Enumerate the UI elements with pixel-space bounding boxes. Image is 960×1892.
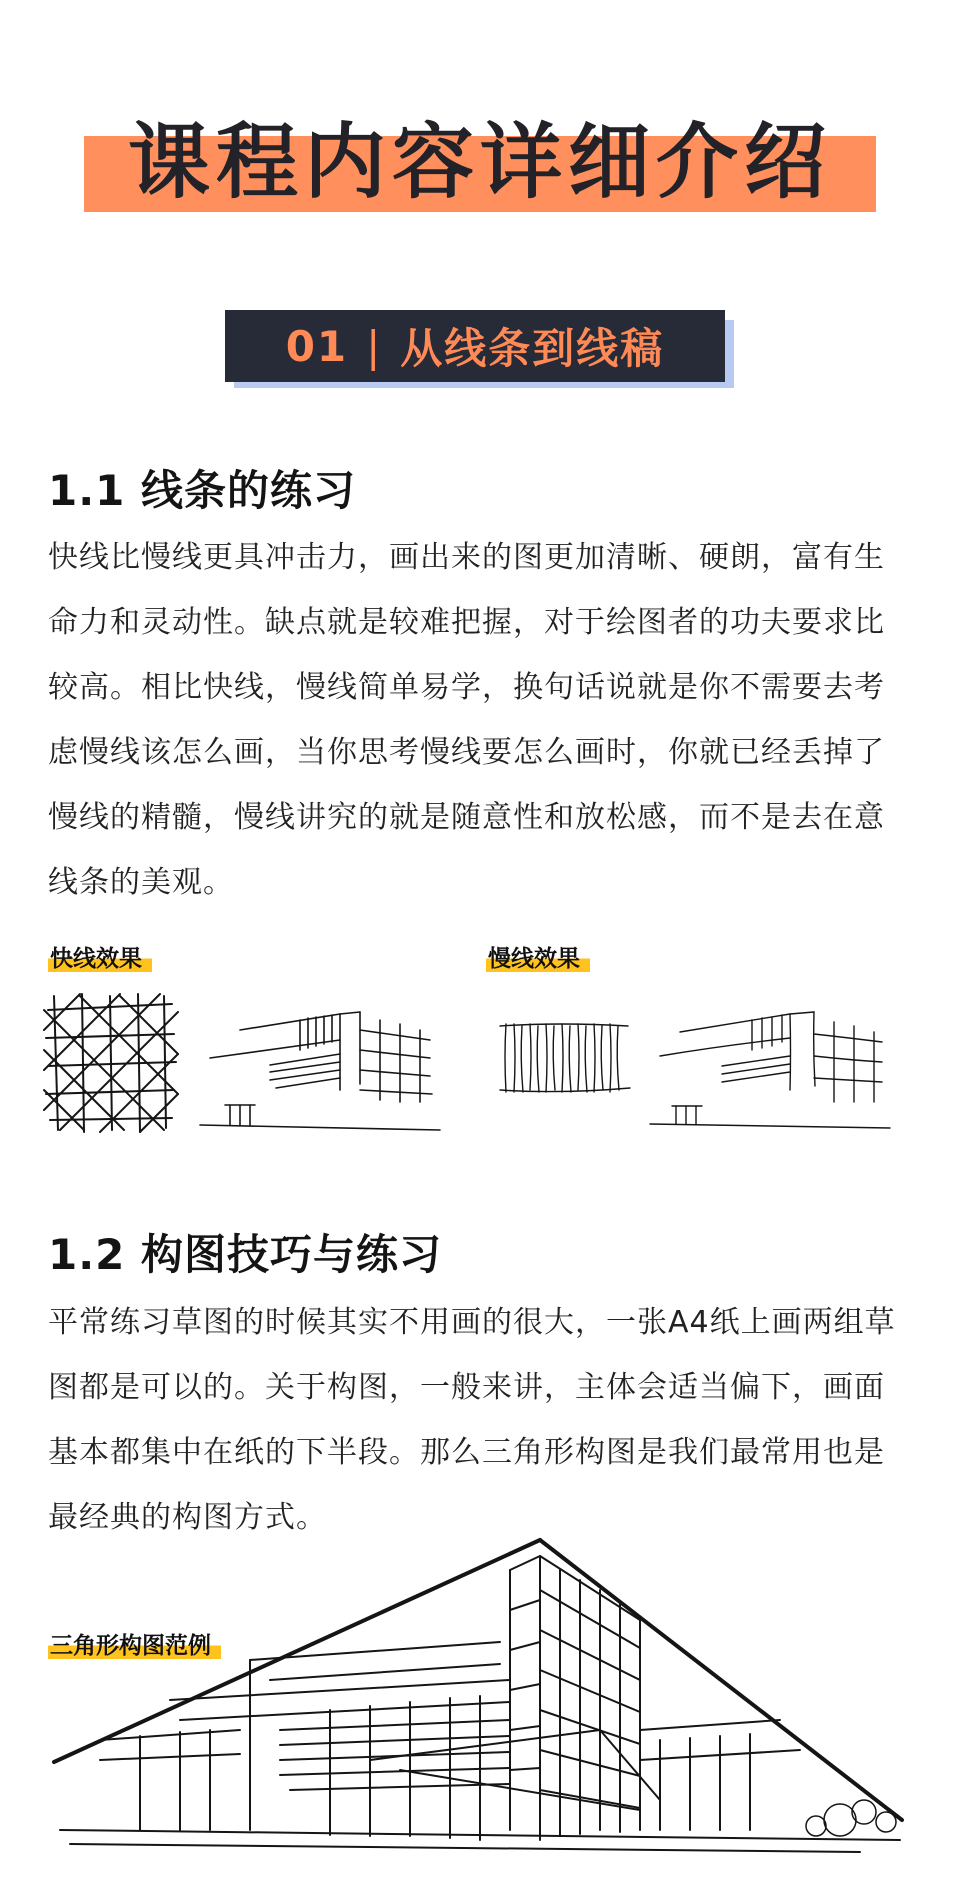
label-fast-line: 快线效果 [48,946,152,972]
fast-line-grid [44,994,178,1132]
paragraph-composition: 平常练习草图的时候其实不用画的很大，一张A4纸上画两组草图都是可以的。关于构图，一般来讲，主体会适当偏下，画面基本都集中在纸的下半段。那么三角形构图是我们最常用也是最经典的构图方式。 [48,1305,896,1535]
fast-line-building [200,1012,440,1130]
section-title: 从线条到线稿 [400,324,665,373]
section-number: 01 [285,321,349,371]
triangle-outline [54,1540,902,1820]
label-triangle-composition: 三角形构图范例 [48,1633,221,1659]
section-badge [225,310,725,382]
slow-line-strokes [500,1024,630,1092]
triangle-building [60,1556,900,1852]
paragraph-lines: 快线比慢线更具冲击力，画出来的图更加清晰、硬朗，富有生命力和灵动性。缺点就是较难把握，对于绘图者的功夫要求比较高。相比快线，慢线简单易学，换句话说就是你不需要去考虑慢线该怎么画，当你思考慢线要怎么画时，你就已经丢掉了慢线的精髓，慢线讲究的就是随意性和放松感，而不是去在意线条的美观。 [48,540,885,900]
section-separator: | [366,321,383,371]
fast-line-sketch [40,990,480,1150]
label-slow-line: 慢线效果 [486,946,590,972]
subsection-heading-composition: 1.2 构图技巧与练习 [48,1230,443,1279]
slow-line-building [650,1012,890,1128]
subsection-heading-lines: 1.1 线条的练习 [48,466,357,515]
triangle-composition-sketch [40,1530,920,1880]
slow-line-sketch [490,990,930,1150]
page-title: 课程内容详细介绍 [127,115,832,210]
